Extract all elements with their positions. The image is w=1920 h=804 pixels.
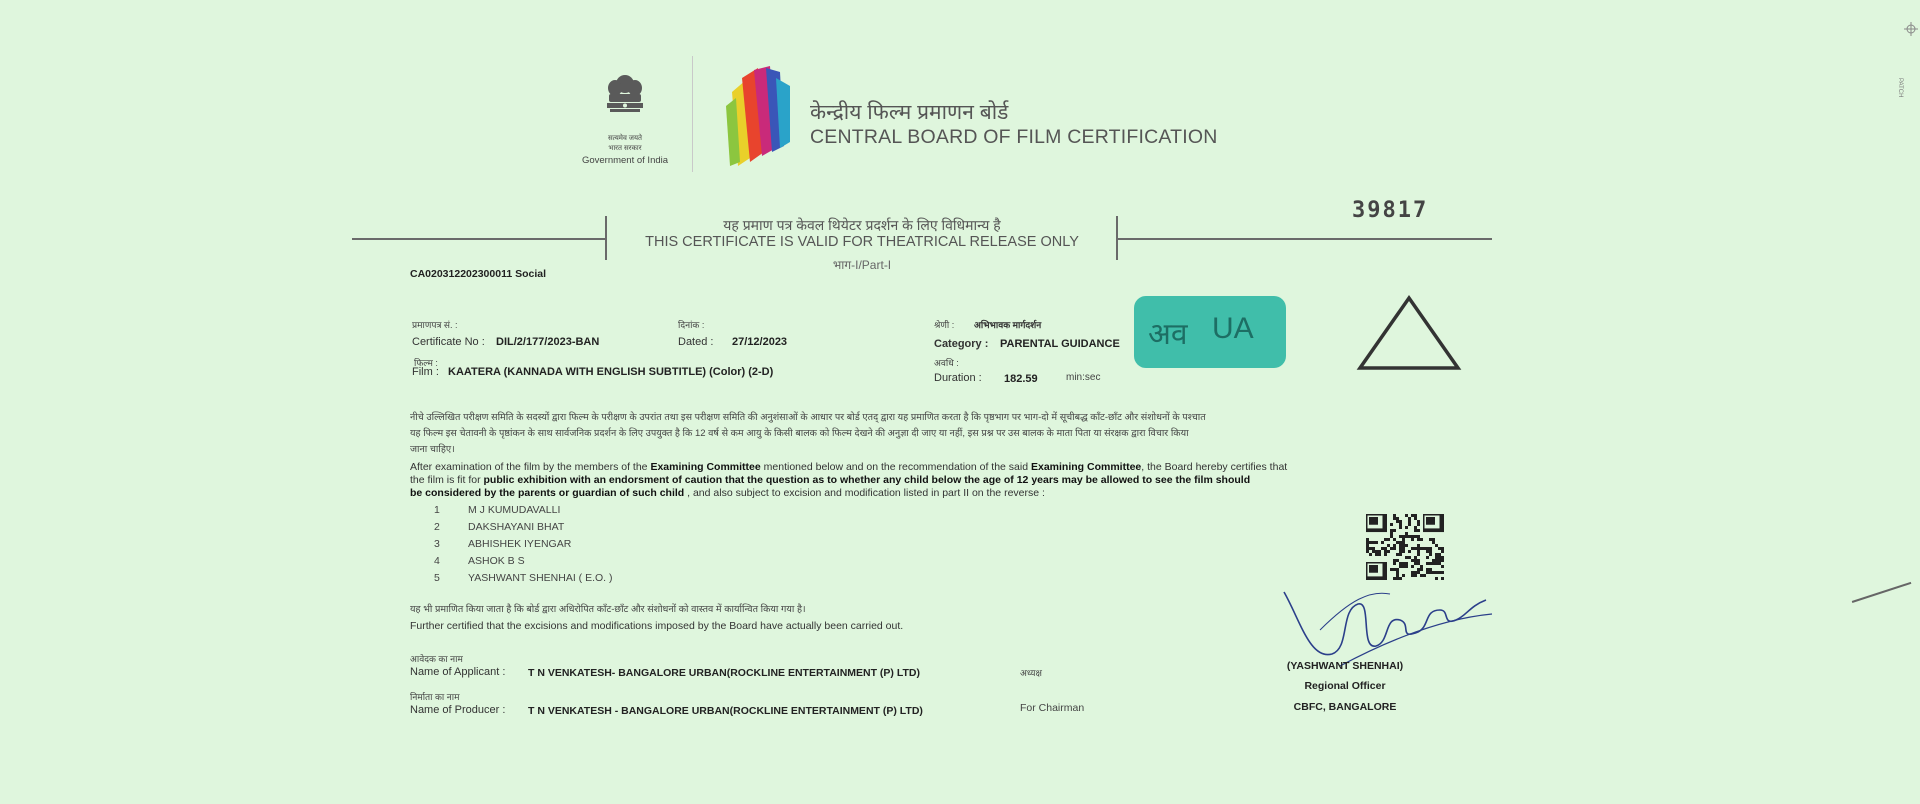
applicant-label: Name of Applicant : <box>410 666 506 678</box>
duration-hindi: अवधि : <box>934 358 959 368</box>
gov-hindi: भारत सरकार <box>608 145 642 152</box>
rule-left <box>352 238 607 240</box>
film-label: Film : <box>412 366 439 378</box>
officer-office: CBFC, BANGALORE <box>1293 701 1397 713</box>
serial-number: 39817 <box>1352 198 1429 223</box>
eng-text-2: Examining Committee <box>650 461 761 473</box>
triangle-icon <box>1356 294 1462 372</box>
date-label: Dated : <box>678 336 714 348</box>
edge-text: PATCH <box>1897 78 1903 98</box>
chairman-hindi: अध्यक्ष <box>1020 668 1042 678</box>
chairman-label: For Chairman <box>1020 702 1085 714</box>
film-title: KAATERA (KANNADA WITH ENGLISH SUBTITLE) (Color) (2-D) <box>448 366 774 378</box>
date-value: 27/12/2023 <box>732 336 788 348</box>
hindi-para-line2: यह फिल्म इस चेतावनी के पृष्ठांकन के साथ सार्वजनिक प्रदर्शन के लिए उपयुक्त है कि 12 वर्ष से कम आयु के किसी बालक को फिल्म देखने की अनुज्ञा दी जाए या नहीं, इस प्रश्न पर उस बालक के माता पिता या संरक्षक द्वारा विचार किया <box>410 428 1189 439</box>
cert-no-hindi: प्रमाणपत्र सं. : <box>412 320 458 330</box>
edge-crop-icon <box>1904 22 1918 36</box>
qr-code-icon <box>1366 514 1444 580</box>
eng-text-6: the film is fit for <box>410 474 484 486</box>
board-hindi: केन्द्रीय फिल्म प्रमाणन बोर्ड <box>810 101 1009 124</box>
category-label: Category : <box>934 338 989 350</box>
emblem <box>596 68 654 134</box>
rating-badge-hindi: अव <box>1148 318 1188 351</box>
producer-value: T N VENKATESH - BANGALORE URBAN(ROCKLINE ENTERTAINMENT (P) LTD) <box>528 705 923 717</box>
edge-mark-line <box>1852 582 1911 603</box>
eng-text-3: mentioned below and on the recommendation of the said <box>760 461 1031 473</box>
ua-triangle <box>1356 294 1462 372</box>
applicant-hindi: आवेदक का नाम <box>410 654 463 664</box>
list-item: 4 ASHOK B S <box>434 555 525 567</box>
cbfc-logo-icon <box>724 62 804 170</box>
applicant-value: T N VENKATESH- BANGALORE URBAN(ROCKLINE ENTERTAINMENT (P) LTD) <box>528 667 920 679</box>
date-hindi: दिनांक : <box>678 320 705 330</box>
validity-english: THIS CERTIFICATE IS VALID FOR THEATRICAL RELEASE ONLY <box>645 234 1079 250</box>
cert-no-value: DIL/2/177/2023-BAN <box>496 336 600 348</box>
hindi-para-line1: नीचे उल्लिखित परीक्षण समिति के सदस्यों द्वारा फिल्म के परीक्षण के उपरांत तथा इस परीक्षण समिति की अनुशंसाओं के आधार पर बोर्ड एतद् द्वारा यह प्रमाणित करता है कि पृष्ठभाग पर भाग-दो में सूचीबद्ध काँट-छाँट और संशोधनों के पश्चात <box>410 412 1206 423</box>
rule-left-cap <box>605 216 607 260</box>
officer-title: Regional Officer <box>1304 680 1386 692</box>
list-item: 2 DAKSHAYANI BHAT <box>434 521 565 533</box>
further-hindi: यह भी प्रमाणित किया जाता है कि बोर्ड द्वारा अधिरोपित काँट-छाँट और संशोधनों को वास्तव में कार्यान्वित किया गया है। <box>410 604 806 615</box>
category-value: PARENTAL GUIDANCE <box>1000 338 1120 350</box>
eng-text-9: , and also subject to excision and modification listed in part II on the reverse : <box>684 487 1045 499</box>
eng-text-4: Examining Committee <box>1031 461 1142 473</box>
category-hindi: अभिभावक मार्गदर्शन <box>974 320 1042 330</box>
film-hindi: फिल्म : <box>414 358 438 368</box>
emblem-motto: सत्यमेव जयते <box>607 135 643 142</box>
board-english: CENTRAL BOARD OF FILM CERTIFICATION <box>810 126 1218 148</box>
list-item: 1 M J KUMUDAVALLI <box>434 504 561 516</box>
list-item: 3 ABHISHEK IYENGAR <box>434 538 572 550</box>
eng-text-8: be considered by the parents or guardian of such child <box>410 487 685 499</box>
header-divider <box>692 56 693 172</box>
duration-label: Duration : <box>934 372 982 384</box>
committee-list <box>434 504 613 589</box>
validity-hindi: यह प्रमाण पत्र केवल थियेटर प्रदर्शन के लिए विधिमान्य है <box>723 217 1001 233</box>
duration-unit: min:sec <box>1066 372 1101 383</box>
ashoka-emblem-icon <box>596 68 654 134</box>
english-paragraph <box>410 461 1440 500</box>
eng-text-1: After examination of the film by the members of the <box>410 461 651 473</box>
duration-value: 182.59 <box>1004 373 1038 385</box>
rating-badge-english: UA <box>1212 312 1254 345</box>
reference-number: CA020312202300011 Social <box>410 268 547 280</box>
cert-no-label: Certificate No : <box>412 336 485 348</box>
eng-text-5: , the Board hereby certifies that <box>1141 461 1288 473</box>
officer-name: (YASHWANT SHENHAI) <box>1286 660 1404 672</box>
gov-english: Government of India <box>581 155 669 166</box>
category-hindi-label: श्रेणी : <box>934 320 955 330</box>
rule-right <box>1116 238 1492 240</box>
part-label: भाग-I/Part-I <box>832 258 892 272</box>
producer-hindi: निर्माता का नाम <box>410 692 460 702</box>
further-english: Further certified that the excisions and modifications imposed by the Board have actually been carried out. <box>410 620 904 632</box>
list-item: 5 YASHWANT SHENHAI ( E.O. ) <box>434 572 613 584</box>
qr-code <box>1366 514 1444 580</box>
eng-text-7: public exhibition with an endorsment of caution that the question as to whether any child below the age of 12 years may be allowed to see the film should <box>483 474 1251 486</box>
hindi-para-line3: जाना चाहिए। <box>410 444 455 455</box>
producer-label: Name of Producer : <box>410 704 506 716</box>
cbfc-logo <box>724 62 804 170</box>
